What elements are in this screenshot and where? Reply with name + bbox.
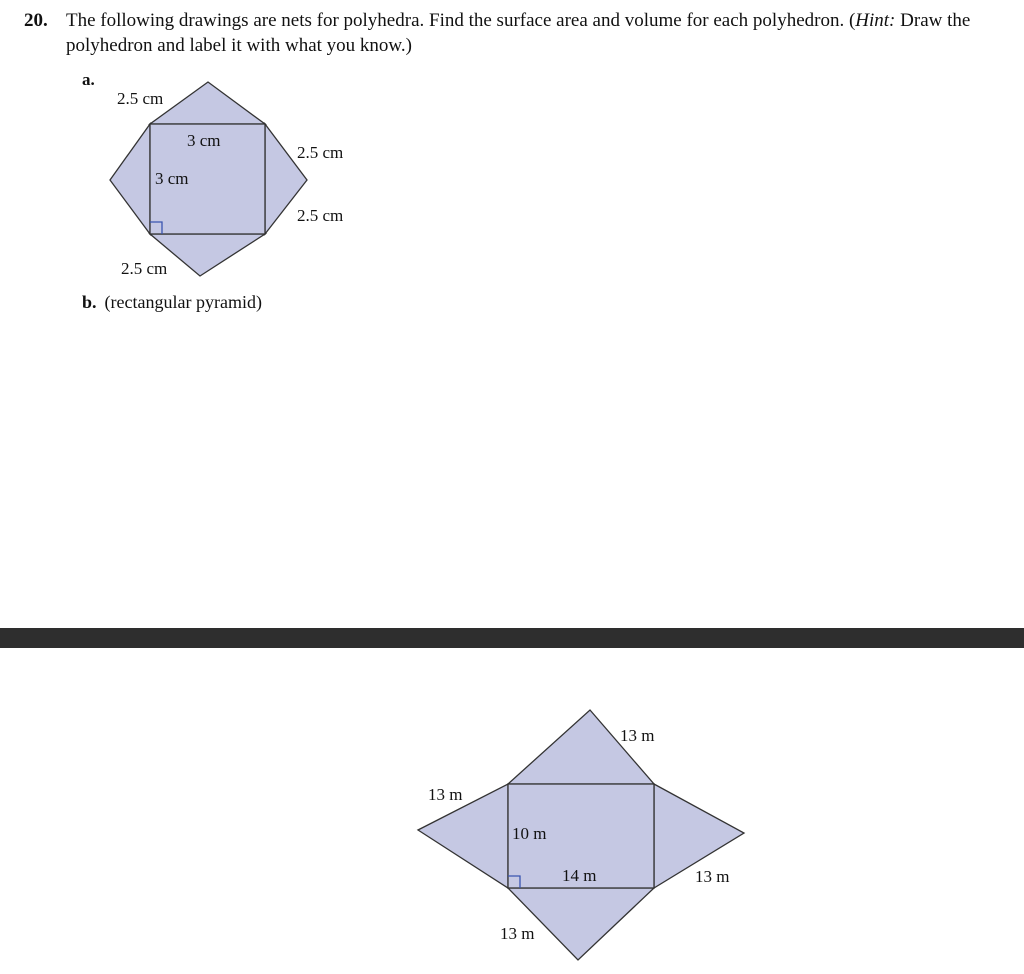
part-b-letter: b.	[82, 292, 97, 312]
net-a-label-square-left: 3 cm	[155, 169, 189, 188]
net-b-faces	[418, 710, 744, 960]
part-a-label: a.	[82, 70, 95, 89]
problem-text-end: Draw the polyhedron and label it with what you know.)	[66, 10, 971, 56]
hint-word: Hint:	[855, 10, 896, 31]
net-b-top-triangle	[508, 710, 654, 784]
part-b-caption: (rectangular pyramid)	[104, 292, 262, 312]
problem-text-main: The following drawings are nets for polyhedra. Find the surface area and volume for each polyhedron. (	[66, 10, 856, 31]
net-b-label-rect-height: 10 m	[512, 824, 547, 843]
net-b-label-left-upper: 13 m	[428, 785, 463, 804]
net-a-label-square-top: 3 cm	[187, 131, 221, 150]
problem-number: 20.	[24, 10, 48, 31]
net-a-label-right-lower: 2.5 cm	[297, 206, 344, 225]
net-b-label-top-right: 13 m	[620, 726, 655, 745]
net-b-label-bottom: 13 m	[500, 924, 535, 943]
net-a-label-bottom-slant: 2.5 cm	[121, 259, 168, 278]
net-b-label-rect-width: 14 m	[562, 866, 597, 885]
net-a-label-top-slant: 2.5 cm	[117, 89, 164, 108]
net-a-label-right-upper: 2.5 cm	[297, 143, 344, 162]
net-b-label-right-lower: 13 m	[695, 867, 730, 886]
